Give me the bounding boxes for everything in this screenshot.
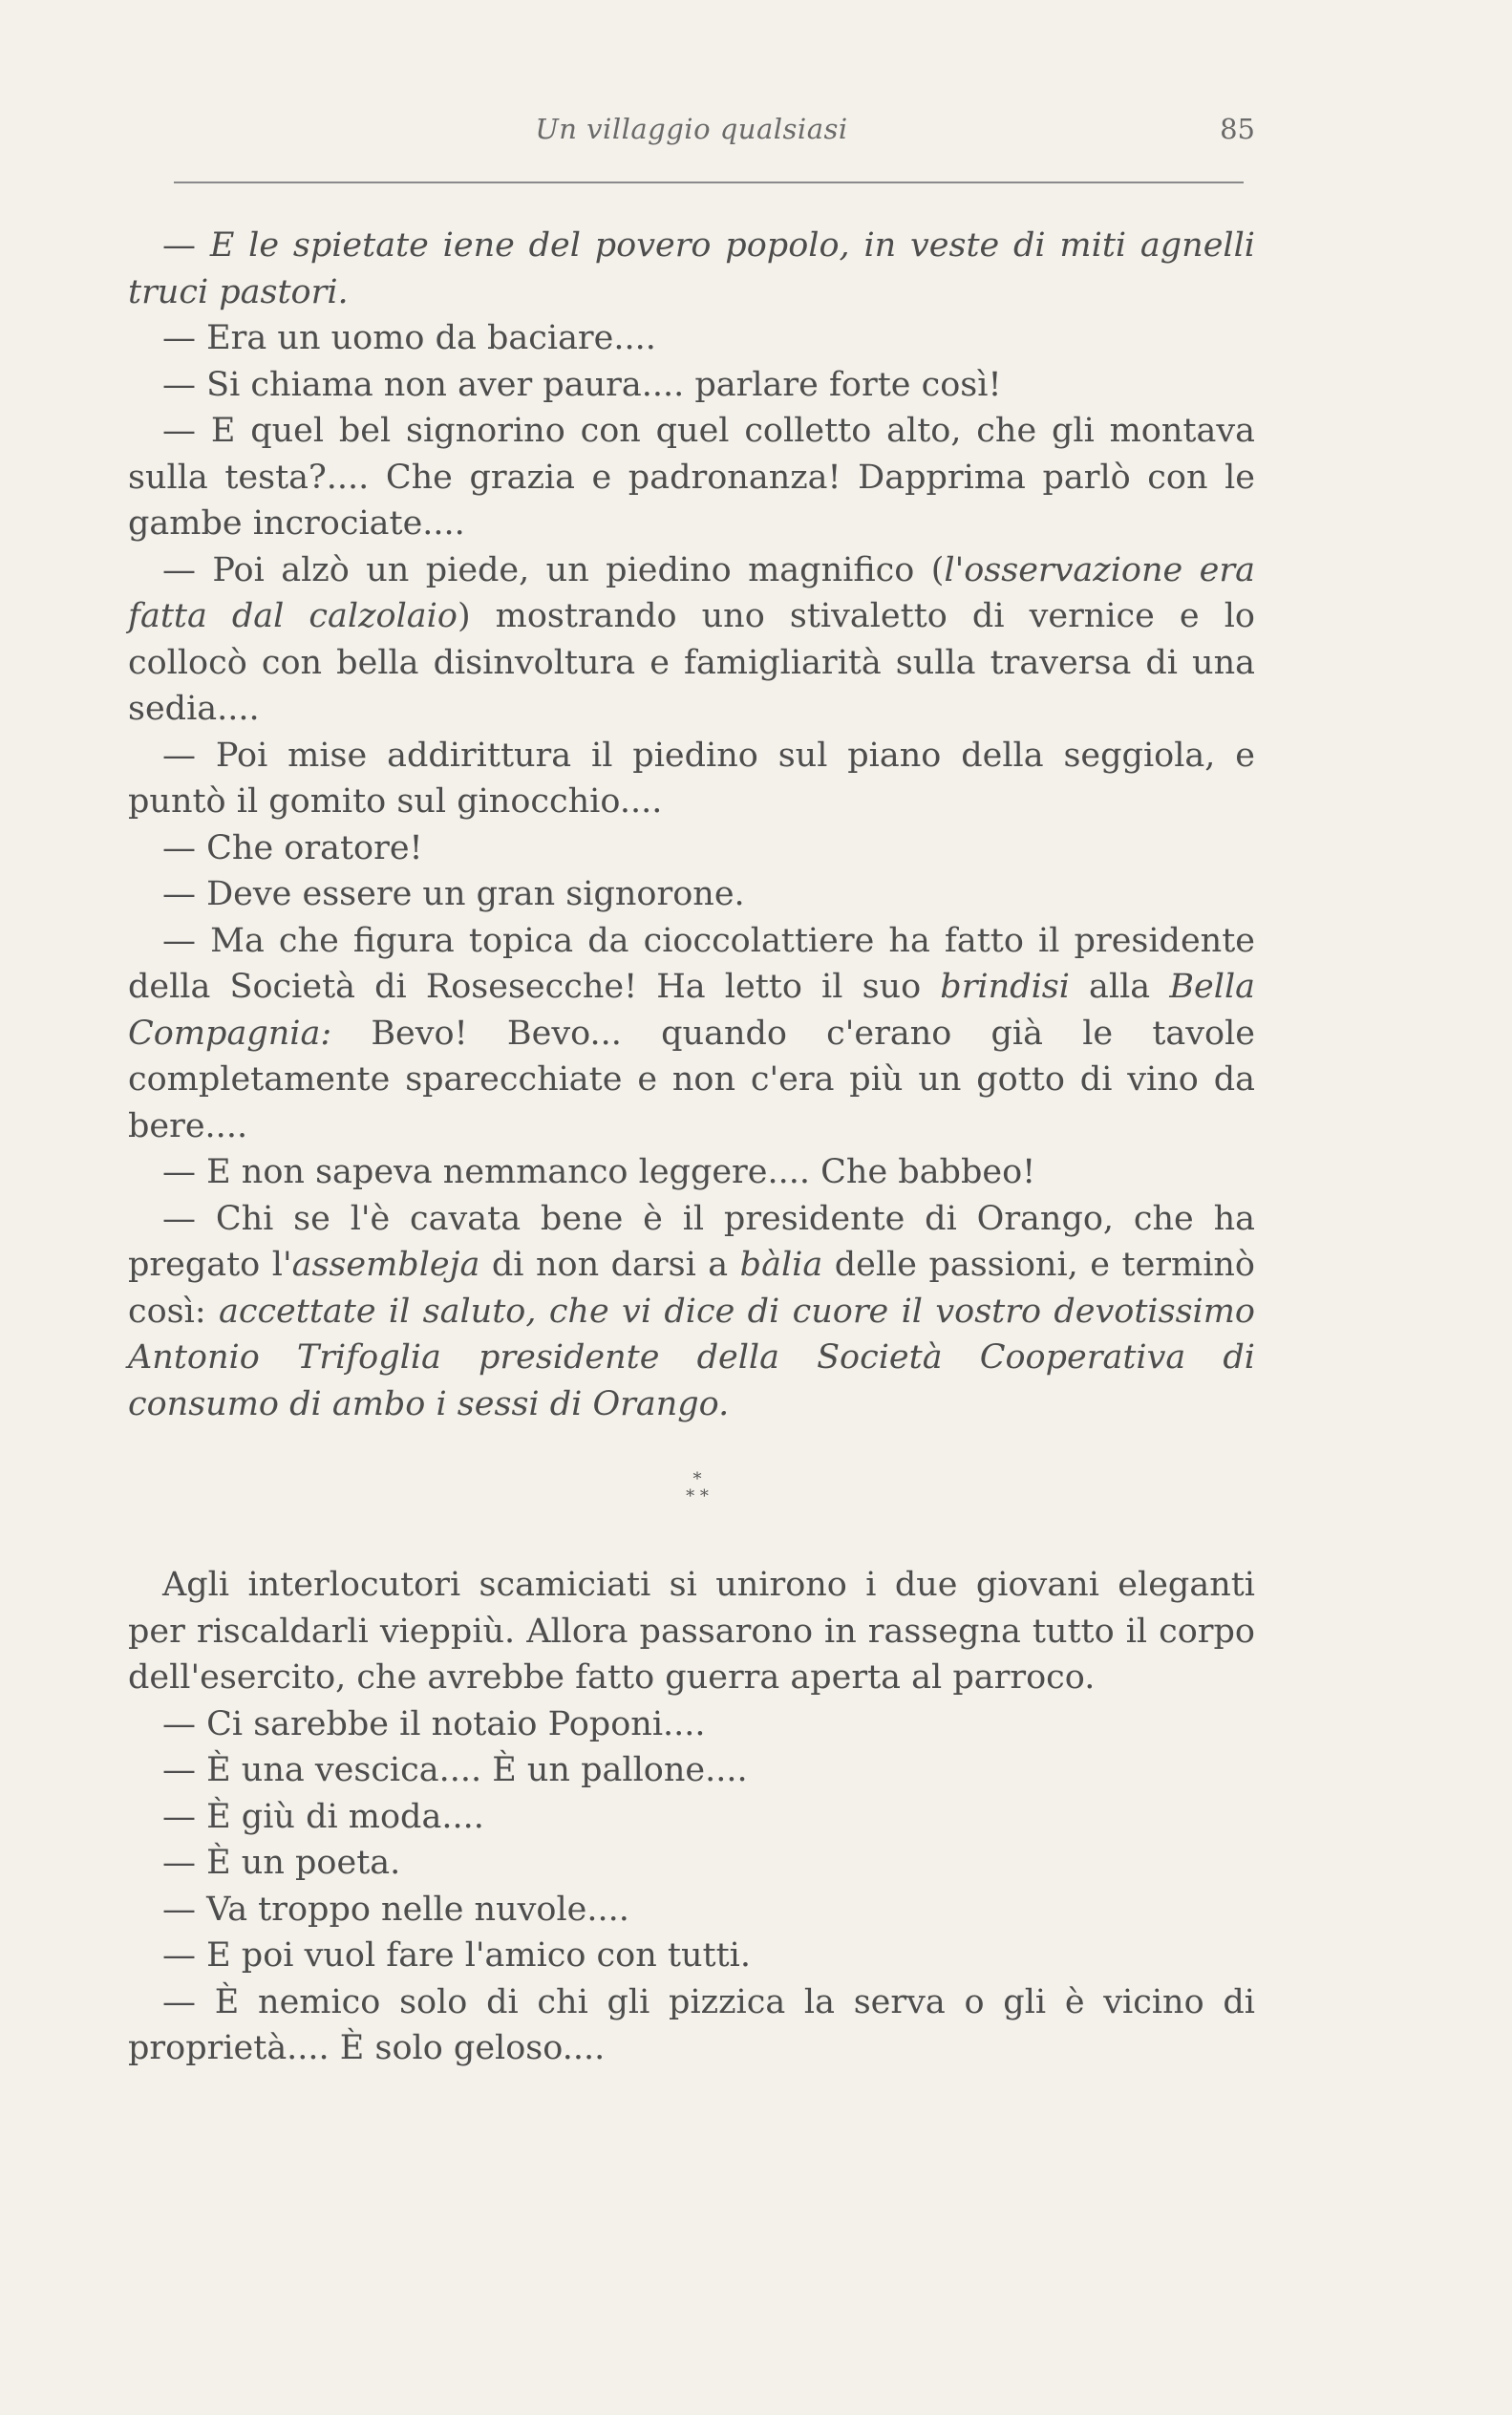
text: delle passioni, e terminò così: xyxy=(128,1246,1256,1331)
text: — È nemico solo di chi gli pizzica la serva o gli è vicino di proprietà.... È solo geloso.... xyxy=(128,1982,1255,2067)
paragraph xyxy=(128,825,1255,872)
text: ) mostrando uno stivaletto di vernice e lo collocò con bella disinvoltura e famigliarità sulla traversa di una sedia.... xyxy=(128,597,1255,728)
running-title: Un villaggio qualsiasi xyxy=(535,113,848,145)
paragraph xyxy=(128,1887,1255,1934)
text: — È giù di moda.... xyxy=(162,1797,484,1836)
text: — È una vescica.... È un pallone.... xyxy=(162,1751,748,1789)
text: — Poi alzò un piede, un piedino magnifico ( xyxy=(162,550,945,589)
text: — È un poeta. xyxy=(162,1844,401,1882)
paragraph xyxy=(128,918,1255,1150)
italic-text: E le spietate iene del povero popolo, in veste di miti agnelli truci pastori. xyxy=(128,226,1255,311)
text: — Era un uomo da baciare.... xyxy=(162,319,656,357)
asterism-separator xyxy=(650,1471,745,1525)
paragraph xyxy=(128,733,1255,825)
text: — E poi vuol fare l'amico con tutti. xyxy=(162,1936,751,1975)
text: — Che oratore! xyxy=(162,828,423,867)
italic-text: Bella Compagnia: xyxy=(128,968,1255,1053)
paragraph xyxy=(128,1979,1255,2072)
text: — Chi se l'è cavata bene è il presidente di Orango, che ha pregato l' xyxy=(128,1199,1255,1284)
dialogue-section-2 xyxy=(128,1562,1255,2072)
text: — Poi mise addirittura il piedino sul piano della seggiola, e puntò il gomito sul ginocchio.... xyxy=(128,736,1255,821)
paragraph xyxy=(128,1149,1255,1196)
text: — E quel bel signorino con quel colletto alto, che gli montava sulla testa?.... Che grazia e padronanza! Dapprima parlò con le gambe incrociate.... xyxy=(128,412,1255,543)
paragraph xyxy=(128,1840,1255,1887)
text: Agli interlocutori scamiciati si unirono i due giovani eleganti per riscaldarli vieppiù. Allora passarono in rassegna tutto il corpo dell'esercito, che avrebbe fatto guerra aperta al parroco. xyxy=(128,1566,1255,1697)
text: alla xyxy=(1069,968,1170,1006)
paragraph xyxy=(128,223,1255,315)
paragraph xyxy=(128,1794,1255,1841)
text: — Deve essere un gran signorone. xyxy=(162,875,745,913)
text: — Ma che figura topica da cioccolattiere ha fatto il presidente della Società di Rosesecche! Ha letto il suo xyxy=(128,921,1255,1006)
asterism-top: * xyxy=(692,1469,702,1489)
paragraph xyxy=(128,1562,1255,1701)
asterism-bottom: * * xyxy=(686,1486,709,1507)
text: di non darsi a xyxy=(479,1246,740,1284)
paragraph xyxy=(128,1196,1255,1428)
text: Bevo! Bevo... quando c'erano già le tavole completamente sparecchiate e non c'era più un gotto di vino da bere.... xyxy=(128,1014,1255,1145)
dialogue-section-1 xyxy=(128,223,1255,1427)
text: — Va troppo nelle nuvole.... xyxy=(162,1890,629,1929)
paragraph xyxy=(128,1701,1255,1748)
paragraph xyxy=(128,1933,1255,1979)
italic-text: assembleja xyxy=(291,1246,480,1284)
paragraph xyxy=(128,547,1255,733)
paragraph xyxy=(128,1747,1255,1794)
italic-text: accettate il saluto, che vi dice di cuore il vostro devotissimo Antonio Trifoglia presidente della Società Cooperativa di consumo di ambo i sessi di Orango. xyxy=(128,1292,1255,1423)
paragraph xyxy=(128,362,1255,409)
running-header xyxy=(128,113,1255,155)
page-number: 85 xyxy=(1220,113,1255,145)
italic-text: l'osservazione era fatta dal calzolaio xyxy=(128,550,1255,635)
italic-text: bàlia xyxy=(739,1246,823,1284)
text: — xyxy=(162,226,210,265)
italic-text: brindisi xyxy=(940,968,1070,1006)
paragraph xyxy=(128,315,1255,362)
text: — Ci sarebbe il notaio Poponi.... xyxy=(162,1704,706,1743)
text: — Si chiama non aver paura.... parlare forte così! xyxy=(162,365,1002,404)
text: — E non sapeva nemmanco leggere.... Che babbeo! xyxy=(162,1153,1036,1191)
paragraph xyxy=(128,871,1255,918)
paragraph xyxy=(128,408,1255,547)
header-rule xyxy=(174,182,1244,183)
